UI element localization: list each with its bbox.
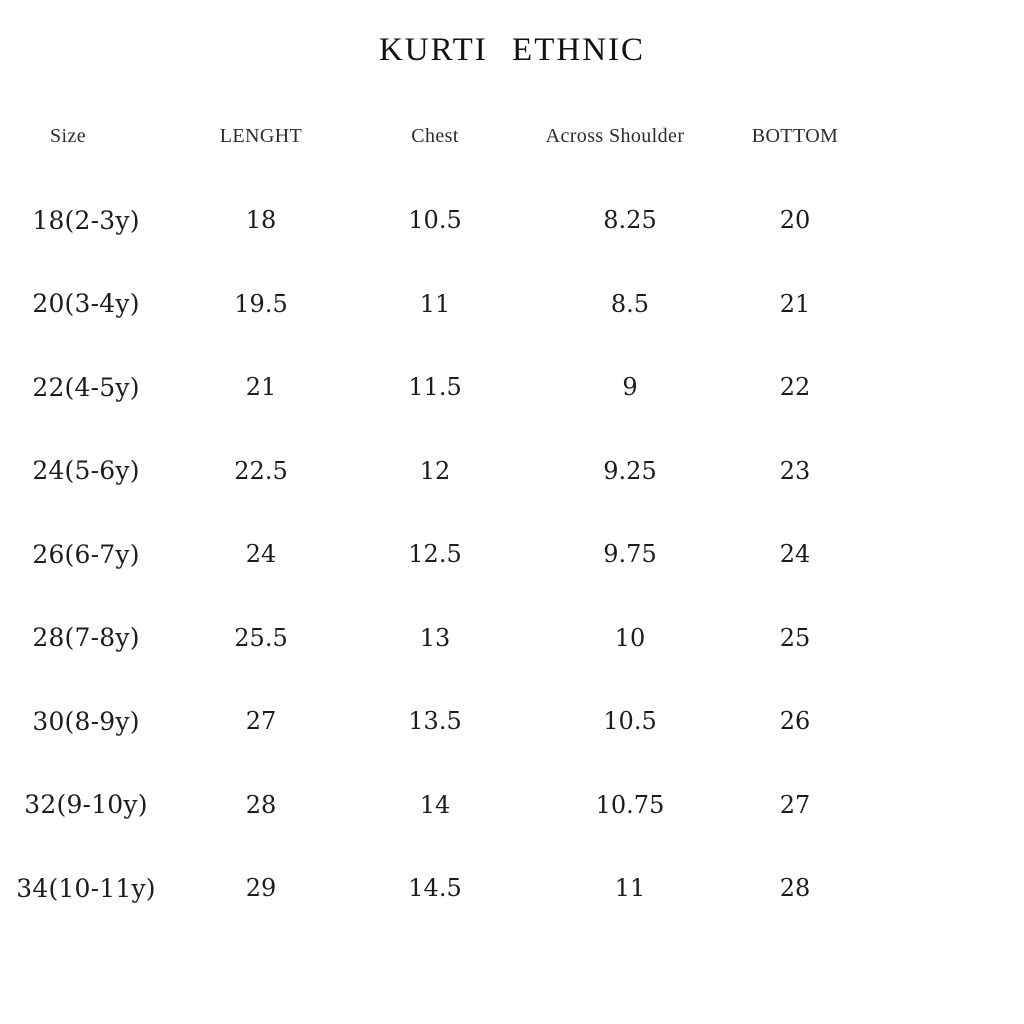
row-cell: 21 — [779, 289, 811, 318]
row-cell: 10.75 — [595, 790, 665, 819]
size-table — [0, 95, 880, 930]
row-size-label: 34(10-11y) — [16, 873, 156, 903]
row-cell: 25 — [779, 623, 811, 652]
row-cell: 29 — [245, 874, 277, 903]
table-body — [0, 179, 880, 931]
row-cell: 9.25 — [603, 456, 657, 485]
table-row — [0, 262, 880, 346]
row-cell: 9.75 — [603, 540, 657, 569]
row-cell: 24 — [779, 540, 811, 569]
row-cell: 8.5 — [610, 289, 650, 318]
row-cell: 14 — [419, 790, 451, 819]
row-size-label: 24(5-6y) — [32, 456, 140, 486]
table-row — [0, 596, 880, 680]
table-row — [0, 680, 880, 764]
header-cell-size: Size — [49, 125, 87, 148]
row-cell: 14.5 — [408, 874, 462, 903]
row-cell: 28 — [779, 874, 811, 903]
table-row — [0, 429, 880, 513]
table-row — [0, 179, 880, 263]
row-cell: 22.5 — [234, 456, 288, 485]
row-cell: 13 — [419, 623, 451, 652]
header-cell-chest: Chest — [411, 125, 459, 148]
row-size-label: 28(7-8y) — [32, 623, 140, 653]
row-cell: 28 — [245, 790, 277, 819]
row-cell: 26 — [779, 707, 811, 736]
row-cell: 11.5 — [408, 373, 462, 402]
row-cell: 24 — [245, 540, 277, 569]
row-cell: 12.5 — [408, 540, 462, 569]
row-cell: 9 — [622, 373, 638, 402]
row-cell: 20 — [779, 206, 811, 235]
row-cell: 21 — [245, 373, 277, 402]
table-row — [0, 513, 880, 597]
table-row — [0, 847, 880, 931]
page-title: KURTI ETHNIC — [378, 32, 646, 68]
row-cell: 18 — [245, 206, 277, 235]
row-cell: 10.5 — [603, 707, 657, 736]
row-cell: 12 — [419, 456, 451, 485]
row-size-label: 32(9-10y) — [24, 790, 148, 820]
row-size-label: 18(2-3y) — [32, 205, 140, 235]
row-cell: 13.5 — [408, 707, 462, 736]
row-cell: 23 — [779, 456, 811, 485]
table-row — [0, 763, 880, 847]
table-row — [0, 346, 880, 430]
row-size-label: 30(8-9y) — [32, 706, 140, 736]
row-size-label: 20(3-4y) — [32, 289, 140, 319]
row-cell: 8.25 — [603, 206, 657, 235]
row-cell: 11 — [614, 874, 646, 903]
row-cell: 10 — [614, 623, 646, 652]
row-cell: 11 — [419, 289, 451, 318]
table-header-row — [0, 95, 880, 179]
header-cell-bottom: BOTTOM — [751, 125, 839, 148]
row-cell: 27 — [245, 707, 277, 736]
row-size-label: 26(6-7y) — [32, 539, 140, 569]
row-cell: 22 — [779, 373, 811, 402]
header-cell-lenght: LENGHT — [219, 125, 303, 148]
row-cell: 10.5 — [408, 206, 462, 235]
row-cell: 25.5 — [234, 623, 288, 652]
row-cell: 27 — [779, 790, 811, 819]
row-cell: 19.5 — [234, 289, 288, 318]
header-cell-across-shoulder: Across Shoulder — [545, 125, 685, 148]
row-size-label: 22(4-5y) — [32, 372, 140, 402]
